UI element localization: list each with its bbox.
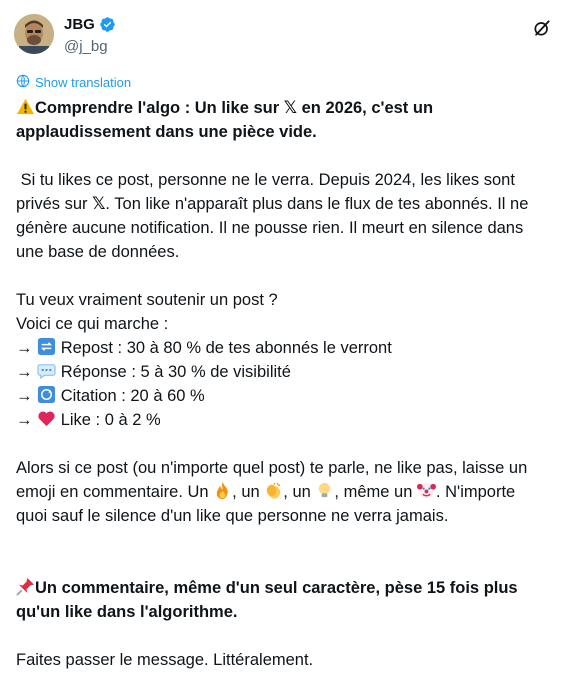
paragraph-2-line-1: Tu veux vraiment soutenir un post ? bbox=[16, 291, 278, 309]
warning-emoji bbox=[16, 97, 35, 116]
clown-emoji bbox=[417, 481, 436, 500]
translate-icon bbox=[16, 74, 30, 91]
heart-emoji bbox=[37, 409, 56, 428]
paragraph-5-line-1: Faites passer le message. Littéralement. bbox=[16, 651, 314, 669]
cycle-emoji bbox=[37, 385, 56, 404]
paragraph-1-line-4: une base de données. bbox=[16, 243, 180, 261]
paragraph-4-line-2: qu'un like dans l'algorithme. bbox=[16, 603, 238, 621]
paragraph-1-line-3: génère aucune notification. Il ne pousse rien. Il meurt en silence dans bbox=[16, 219, 524, 237]
list-item-like: → Like : 0 à 2 % bbox=[16, 411, 161, 429]
paragraph-3-line-2: emoji en commentaire. Un , un , un , même un . N'importe bbox=[16, 483, 516, 501]
list-item-reply: → Réponse : 5 à 30 % de visibilité bbox=[16, 363, 291, 381]
paragraph-1-line-2: privés sur 𝕏. Ton like n'apparaît plus dans le flux de tes abonnés. Il ne bbox=[16, 194, 529, 213]
fire-emoji bbox=[213, 481, 232, 500]
list-item-quote: → Citation : 20 à 60 % bbox=[16, 387, 205, 405]
paragraph-4-line-1: Un commentaire, même d'un seul caractère, pèse 15 fois plus bbox=[16, 576, 556, 600]
post-title-line-2: applaudissement dans une pièce vide. bbox=[16, 123, 317, 141]
bulb-emoji bbox=[315, 481, 334, 500]
avatar[interactable] bbox=[14, 14, 54, 54]
paragraph-3-line-3: quoi sauf le silence d'un like que personne ne verra jamais. bbox=[16, 507, 449, 525]
verified-badge-icon bbox=[99, 16, 116, 33]
show-translation-label: Show translation bbox=[35, 75, 132, 90]
post-body bbox=[16, 96, 556, 672]
speech-emoji bbox=[37, 361, 56, 380]
post-title-line-1: Comprendre l'algo : Un like sur 𝕏 en 2026, c'est un bbox=[16, 96, 556, 120]
list-item-repost: → Repost : 30 à 80 % de tes abonnés le verront bbox=[16, 339, 392, 357]
pushpin-emoji bbox=[16, 577, 35, 596]
handle[interactable]: @j_bg bbox=[64, 38, 108, 55]
grok-icon[interactable] bbox=[532, 18, 554, 40]
x-logo: 𝕏 bbox=[92, 194, 106, 213]
x-logo: 𝕏 bbox=[283, 98, 298, 117]
paragraph-3-line-1: Alors si ce post (ou n'importe quel post) te parle, ne like pas, laisse un bbox=[16, 459, 528, 477]
paragraph-2-line-2: Voici ce qui marche : bbox=[16, 315, 169, 333]
post-header bbox=[0, 0, 570, 70]
show-translation-link[interactable] bbox=[16, 74, 131, 91]
display-name[interactable]: JBG bbox=[64, 16, 95, 33]
repost-emoji bbox=[37, 337, 56, 356]
paragraph-1-line-1: Si tu likes ce post, personne ne le verra. Depuis 2024, les likes sont bbox=[16, 171, 515, 189]
clap-emoji bbox=[264, 481, 283, 500]
